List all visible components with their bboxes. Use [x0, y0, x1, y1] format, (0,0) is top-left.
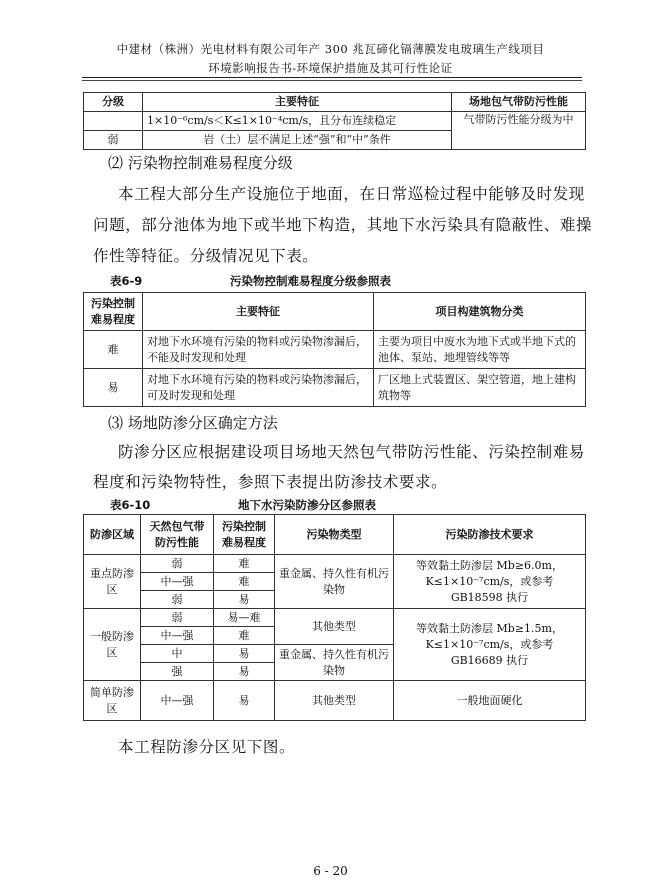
table-cell: 难: [214, 573, 275, 591]
table-cell: 对地下水环境有污染的物料或污染物渗漏后，不能及时发现和处理: [143, 331, 374, 369]
table-title: 污染物控制难易程度分级参照表: [230, 274, 391, 288]
paragraph-line: 本工程防渗分区见下图。: [118, 738, 296, 756]
page-number: 6 - 20: [313, 864, 348, 878]
req-line: K≤1×10⁻⁷cm/s，或参考 GB18598 执行: [425, 574, 554, 604]
table-cell: [394, 555, 586, 609]
paragraph-line: 问题，部分池体为地下或半地下构造，其地下水污染具有隐蔽性、难操: [93, 216, 593, 234]
table-cell: 其他类型: [275, 681, 394, 721]
table-header-cell: 主要特征: [143, 293, 374, 331]
section-heading: ⑶ 场地防渗分区确定方法: [108, 414, 278, 432]
table-cell: 弱: [84, 131, 143, 150]
header-rule: [82, 77, 582, 78]
paragraph-line: 程度和污染物特性，参照下表提出防渗技术要求。: [93, 473, 448, 491]
table-cell: 难: [214, 555, 275, 573]
table-cell: 弱: [141, 609, 214, 627]
table-cell: 中—强: [141, 681, 214, 721]
table-cell: 1×10⁻⁶cm/s＜K≤1×10⁻⁴cm/s，且分布连续稳定: [143, 112, 452, 131]
paragraph-line: 防渗分区应根据建设项目场地天然包气带防污性能、污染控制难易: [118, 443, 585, 461]
table-cell: 易: [84, 369, 143, 407]
table-prev-continued: [83, 92, 586, 150]
table-cell: 其他类型: [275, 609, 394, 645]
table-cell: 岩（土）层不满足上述“强”和“中”条件: [143, 131, 452, 150]
table-cell: 易: [214, 591, 275, 609]
table-cell: [394, 609, 586, 681]
table-cell: 弱: [141, 591, 214, 609]
table-header-cell: 污染控制难易程度: [84, 293, 143, 331]
table-header-cell: 场地包气带防污性能: [452, 93, 586, 112]
table-cell: 易: [214, 681, 275, 721]
zone-cell: 重点防渗区: [84, 555, 141, 609]
table-cell: 主要为项目中废水为地下式或半地下式的池体、泵站、地埋管线等等: [374, 331, 586, 369]
table-cell: 重金属、持久性有机污染物: [275, 645, 394, 681]
table-cell: 中: [141, 645, 214, 663]
table-cell: [84, 112, 143, 131]
table-number: 表6-10: [110, 498, 151, 512]
table-cell: 厂区地上式装置区、架空管道，地上建构筑物等: [374, 369, 586, 407]
table-cell: 易—难: [214, 609, 275, 627]
table-cell: 中—强: [141, 627, 214, 645]
table-cell: 中—强: [141, 573, 214, 591]
table-6-10: [83, 514, 586, 721]
zone-cell: 一般防渗区: [84, 609, 141, 681]
table-cell: 难: [84, 331, 143, 369]
table-cell: 气带防污性能分级为中: [452, 112, 586, 150]
table-cell: 难: [214, 627, 275, 645]
table-6-9: [83, 292, 586, 407]
header-chapter-title: 环境影响报告书-环境保护措施及其可行性论证: [208, 61, 453, 75]
section-heading: ⑵ 污染物控制难易程度分级: [108, 154, 293, 172]
zone-cell: 简单防渗区: [84, 681, 141, 721]
table-cell: 一般地面硬化: [394, 681, 586, 721]
req-line: K≤1×10⁻⁷cm/s，或参考 GB16689 执行: [425, 637, 554, 667]
table-header-cell: 分级: [84, 93, 143, 112]
table-header-cell: 污染控制难易程度: [214, 515, 275, 555]
header-rule-thin: [82, 80, 582, 81]
table-header-cell: 项目构建筑物分类: [374, 293, 586, 331]
table-cell: 弱: [141, 555, 214, 573]
table-cell: 强: [141, 663, 214, 681]
table-cell: 易: [214, 663, 275, 681]
table-number: 表6-9: [110, 274, 143, 288]
table-header-cell: 防渗区域: [84, 515, 141, 555]
paragraph-line: 本工程大部分生产设施位于地面，在日常巡检过程中能够及时发现: [118, 185, 585, 203]
table-header-cell: 天然包气带防污性能: [141, 515, 214, 555]
req-line: 等效黏土防渗层 Mb≥6.0m，: [416, 558, 563, 572]
table-title: 地下水污染防渗分区参照表: [238, 498, 376, 512]
table-cell: 重金属、持久性有机污染物: [275, 555, 394, 609]
req-line: 等效黏土防渗层 Mb≥1.5m，: [416, 621, 563, 635]
paragraph-line: 作性等特征。分级情况见下表。: [93, 247, 319, 265]
table-header-cell: 主要特征: [143, 93, 452, 112]
table-cell: 易: [214, 645, 275, 663]
table-header-cell: 污染物类型: [275, 515, 394, 555]
table-header-cell: 污染防渗技术要求: [394, 515, 586, 555]
header-project-title: 中建材（株洲）光电材料有限公司年产 300 兆瓦碲化镉薄膜发电玻璃生产线项目: [116, 42, 545, 56]
table-cell: 对地下水环境有污染的物料或污染物渗漏后，可及时发现和处理: [143, 369, 374, 407]
